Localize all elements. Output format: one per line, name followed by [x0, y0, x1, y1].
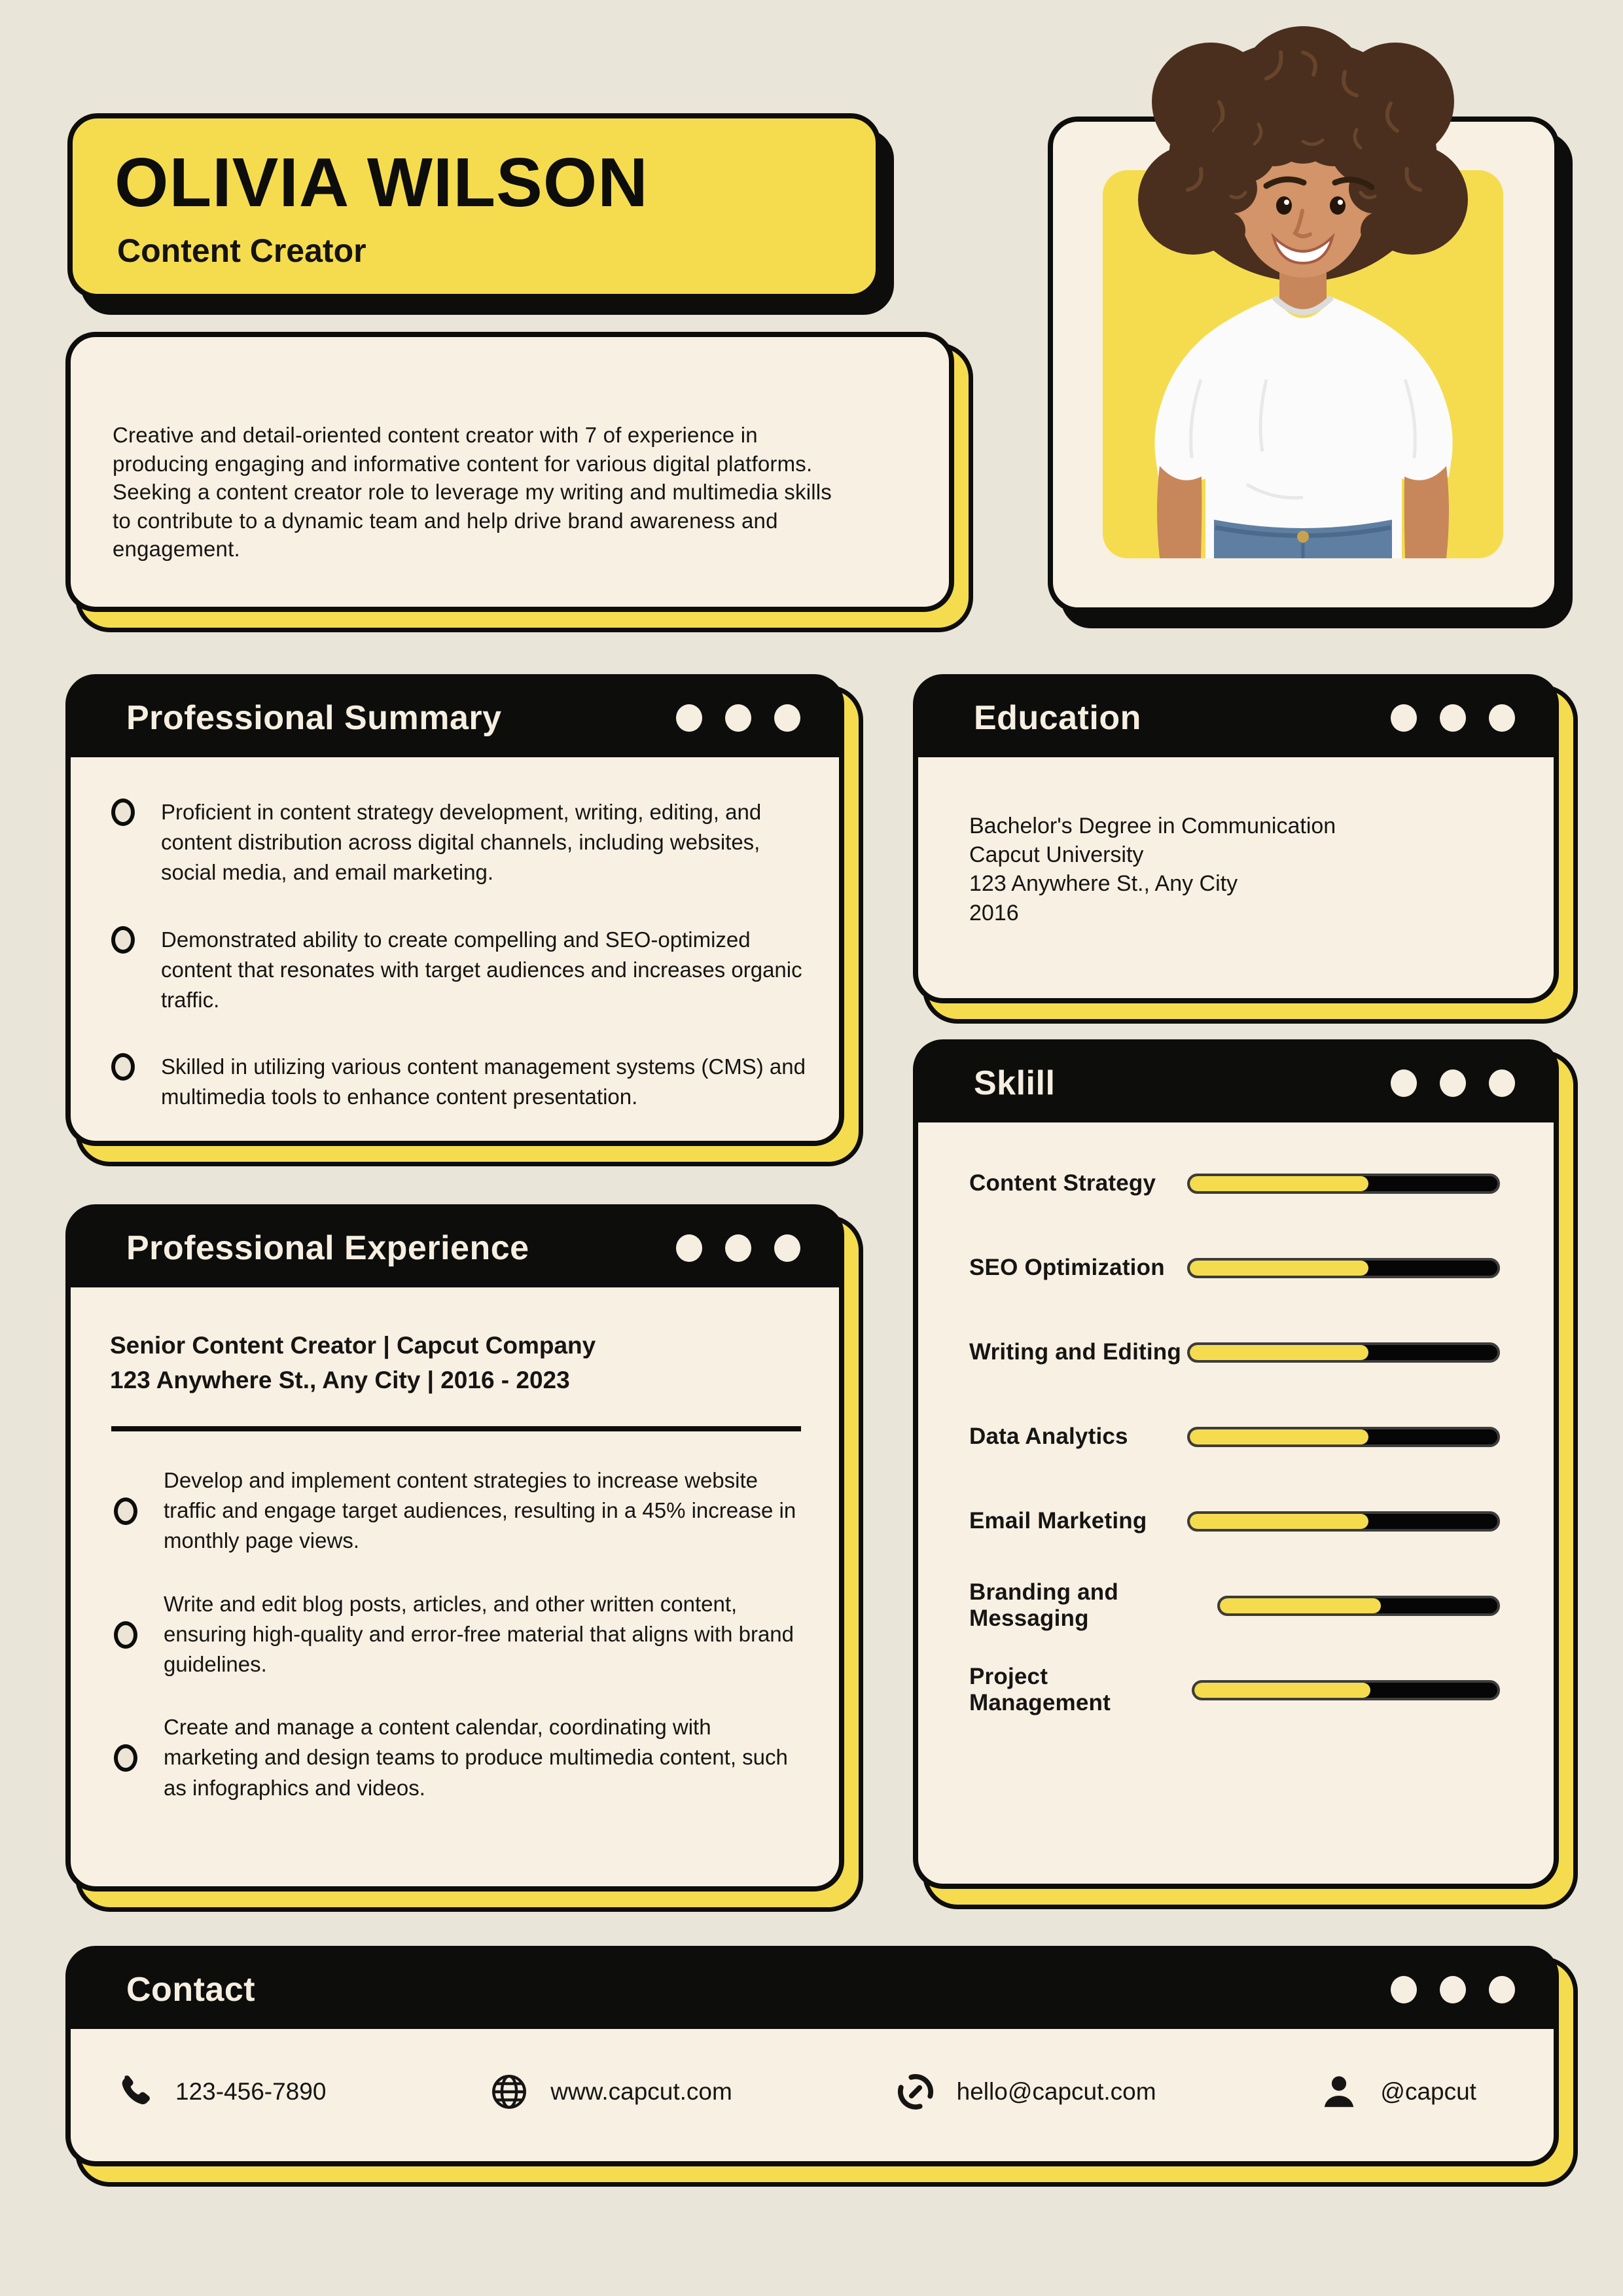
window-dots-icon	[676, 1234, 800, 1262]
role-subtitle: Content Creator	[117, 232, 366, 269]
window-header	[70, 1209, 840, 1287]
skill-row	[969, 1340, 1500, 1364]
education-details	[918, 757, 1554, 927]
skill-row	[969, 1664, 1500, 1715]
portrait-photo	[1103, 170, 1503, 558]
contact-item[interactable]	[895, 2072, 1156, 2112]
bullet-icon	[111, 926, 135, 954]
experience-window	[65, 1204, 844, 1892]
list-item	[114, 1465, 805, 1556]
bullet-icon	[111, 798, 135, 826]
skill-bar	[1187, 1258, 1500, 1278]
bullet-icon	[114, 1744, 137, 1772]
contact-window	[65, 1946, 1559, 2166]
skill-label: SEO Optimization	[969, 1255, 1165, 1280]
contact-text: @capcut	[1380, 2077, 1476, 2105]
skill-label: Branding and Messaging	[969, 1579, 1118, 1631]
skill-row	[969, 1509, 1500, 1533]
skill-row	[969, 1425, 1500, 1448]
window-title: Education	[974, 699, 1141, 737]
user-icon	[1319, 2072, 1359, 2112]
globe-icon	[489, 2072, 529, 2112]
skill-row	[969, 1579, 1500, 1631]
link-icon	[895, 2072, 936, 2112]
list-item	[114, 1589, 805, 1680]
education-line: Bachelor's Degree in Communication	[969, 814, 1336, 838]
skill-bar	[1217, 1596, 1500, 1616]
skills-list	[918, 1122, 1554, 1715]
skill-label: Project Management	[969, 1664, 1111, 1715]
skill-bar	[1187, 1174, 1500, 1194]
window-title: Sklill	[974, 1064, 1056, 1102]
skills-window	[913, 1039, 1559, 1889]
bullet-text: Develop and implement content strategies to increase website traffic and engage target audiences, resulting in a 45% increase in monthly page views.	[164, 1468, 796, 1553]
professional-summary-list	[71, 757, 839, 1113]
bullet-icon	[114, 1498, 137, 1525]
window-header	[70, 679, 840, 757]
contact-item[interactable]	[489, 2072, 732, 2112]
bullet-text: Create and manage a content calendar, coordinating with marketing and design teams to produce multimedia content, such as infographics and videos.	[164, 1715, 788, 1800]
skill-label: Data Analytics	[969, 1424, 1128, 1449]
education-line: 2016	[969, 900, 1019, 925]
education-line: 123 Anywhere St., Any City	[969, 871, 1238, 897]
summary-text: Creative and detail-oriented content creator with 7 of experience in producing engaging and informative content for various digital platforms. Seeking a content creator role to leverage my writing and multimedia skills to contribute to a dynamic team and help drive brand awareness and engagement.	[113, 423, 832, 562]
window-title: Professional Experience	[126, 1229, 529, 1267]
experience-list	[110, 1431, 805, 1803]
window-title: Contact	[126, 1971, 256, 2009]
contact-text: hello@capcut.com	[956, 2077, 1156, 2105]
skill-bar	[1187, 1427, 1500, 1447]
skill-fill	[1220, 1598, 1381, 1613]
list-item	[111, 925, 808, 1016]
window-dots-icon	[1391, 704, 1515, 732]
skill-row	[969, 1172, 1500, 1195]
window-header	[918, 1044, 1554, 1122]
skill-bar	[1187, 1511, 1500, 1532]
list-item	[114, 1712, 805, 1803]
list-item	[111, 1052, 808, 1112]
skill-bar	[1192, 1680, 1500, 1700]
list-item	[111, 797, 808, 888]
education-line: Capcut University	[969, 842, 1144, 868]
professional-summary-window	[65, 674, 844, 1146]
photo-card	[1048, 117, 1560, 613]
window-title: Professional Summary	[126, 699, 502, 737]
window-dots-icon	[1391, 1976, 1515, 2003]
window-header	[918, 679, 1554, 757]
skill-bar	[1187, 1342, 1500, 1363]
skill-label: Writing and Editing	[969, 1339, 1181, 1365]
skill-fill	[1190, 1261, 1368, 1276]
bullet-icon	[114, 1621, 137, 1649]
skill-row	[969, 1256, 1500, 1280]
contact-text: www.capcut.com	[550, 2077, 732, 2105]
bullet-text: Skilled in utilizing various content management systems (CMS) and multimedia tools to enhance content presentation.	[161, 1054, 806, 1109]
skill-fill	[1190, 1345, 1368, 1360]
skill-label: Content Strategy	[969, 1170, 1156, 1196]
bullet-text: Proficient in content strategy development, writing, editing, and content distribution across digital channels, including websites, social media, and email marketing.	[161, 800, 762, 885]
window-dots-icon	[676, 704, 800, 732]
bullet-text: Write and edit blog posts, articles, and other written content, ensuring high-quality and error-free material that aligns with brand guidelines.	[164, 1591, 794, 1676]
divider	[111, 1426, 801, 1431]
title-card	[67, 113, 881, 299]
summary-card	[65, 332, 954, 612]
contact-item[interactable]	[1319, 2072, 1476, 2112]
skill-label: Email Marketing	[969, 1508, 1147, 1534]
contact-list	[71, 2028, 1554, 2155]
experience-body	[71, 1287, 839, 1803]
bullet-text: Demonstrated ability to create compelling and SEO-optimized content that resonates with target audiences and increases organic traffic.	[161, 927, 802, 1012]
window-dots-icon	[1391, 1069, 1515, 1097]
bullet-icon	[111, 1053, 135, 1081]
name-title: OLIVIA WILSON	[115, 144, 649, 221]
skill-fill	[1190, 1176, 1368, 1191]
skill-fill	[1190, 1429, 1368, 1444]
skill-fill	[1190, 1514, 1368, 1529]
contact-text: 123-456-7890	[175, 2077, 327, 2105]
window-header	[70, 1950, 1554, 2029]
skill-fill	[1194, 1683, 1370, 1698]
job-title: Senior Content Creator | Capcut Company	[110, 1332, 596, 1359]
contact-item[interactable]	[114, 2072, 326, 2112]
job-meta: 123 Anywhere St., Any City | 2016 - 2023	[110, 1366, 570, 1393]
education-window	[913, 674, 1559, 1003]
phone-icon	[114, 2072, 154, 2112]
